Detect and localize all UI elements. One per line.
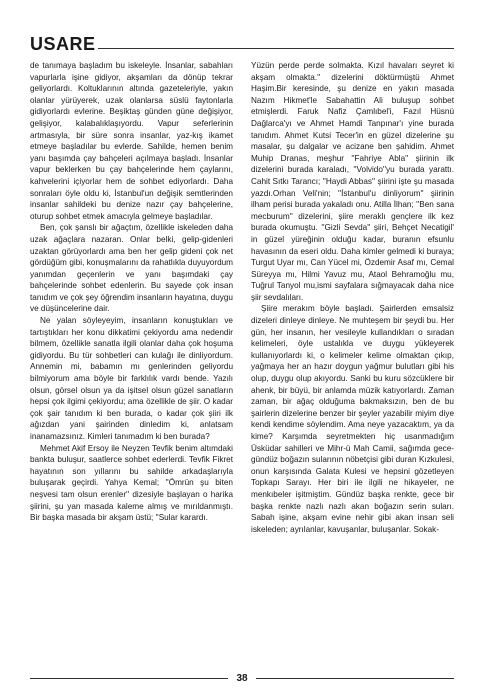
paragraph: Mehmet Akif Ersoy ile Neyzen Tevfik benim altımdaki bankta buluşur, saatlerce sohbet ederlerdi. Tevfik Fikret hayatının son yıllarını bu sahilde arkadaşlarıyla buluşarak geçirdi. Yahya Kemal; ''Ömrün şu biten neşvesi tam olsun erenler'' dizesiyle başlayan o harika şiirini, şu yan masada kaleme almış ve mırıldanmıştı. Bir başka masada bir akşam üstü; ''Sular karardı.: [30, 443, 233, 523]
paragraph: Yüzün perde perde solmakta. Kızıl havaları seyret ki akşam olmakta.'' dizelerini döktürmüştü Ahmet Haşim.Bir keresinde, şu denize en yakın masada Nazım Hikmet'le Sabahattin Ali buluşup sohbet etmişlerdi. Faruk Nafiz Çamlıbel'i, Fazıl Hüsnü Dağlarca'yı ve Ahmet Hamdi Tanpınar'ı yine burada tanıdım. Ahmet Kutsi Tecer'in en güzel dizelerine şu masalar, şu dalgalar ve acizane ben şahidim. Ahmet Muhip Dranas, meşhur ''Fahriye Abla'' şiirinin ilk dizelerini burada karaladı, ''Volvido''yu burada yarattı. Cahit Sıtkı Tarancı; ''Haydi Abbas'' şiirini işte şu masada yazdı.Orhan Veli'nin; ''İstanbul'u dinliyorum'' şiirinin ilham perisi burada yakaladı onu. Atilla İlhan; ''Ben sana mecburum'' dizelerini, şiire meraklı gençlere ilk kez burada okumuştu. ''Gizli Sevda'' şiiri, Behçet Necatigil' in güzel yüreğinin olduğu kadar, buranın efsunlu havasının da eseri oldu. Daha kimler gelmedi ki buraya; Turgut Uyar mı, Can Yücel mi, Özdemir Asaf mı, Cemal Süreyya mı, Hilmi Yavuz mu, Ataol Behramoğlu mu, Tuğrul Tanyol mu,ismi sayfalara sığmayacak daha nice şiir sevdalıları.: [251, 61, 454, 302]
page-number: 38: [236, 673, 248, 684]
paragraph: de tanımaya başladım bu iskeleyle. İnsanlar, sabahları vapurlarla işine gidiyor, akşamları da dönüp tekrar geliyorlardı. Koltuklarının altında gazeteleriyle, yakın olanlar yürüyerek, uzak olanlarsa süslü faytonlarla gidiyorlardı evlerine. Beşiktaş günden güne değişiyor, gelişiyor, kalabalıklaşıyordu. Vapur seferlerinin artmasıyla, bir süre sonra insanlar, yaz-kış ikamet etmeye başladılar bu evlerde. Sahilde, hemen benim yanı başımda çay bahçeleri açılmaya başladı. İnsanlar vapur beklerken bu çay bahçelerinde hem çaylarını, kahvelerini içiyorlar hem de sohbet ediyorlardı. Daha sonraları öyle oldu ki, İstanbul'un değişik semtlerinden insanlar sahildeki bu denize nazır çay bahçelerine, oturup sohbet etmek amacıyla gelmeye başladılar.: [30, 61, 233, 221]
right-column: [251, 60, 454, 654]
page-footer: [30, 672, 454, 686]
page-header: [30, 34, 454, 56]
header-rule: [98, 48, 454, 49]
footer-rule-right: [256, 678, 454, 679]
footer-rule-left: [30, 678, 228, 679]
paragraph: Şiire merakım böyle başladı. Şairlerden emsalsiz dizeleri dinleye dinleye. Ne muhteşem bir şeydi bu. Her gün, her insanın, her vesileyle kullandıkları o sıradan kelimeleri, öyle ustalıkla ve duygu yükleyerek kullanıyorlardı ki, o kelimeler kelime olmaktan çıkıp, yağmaya her an hazır doygun yağmur bulutları gibi his olup, duygu olup akıyordu. Sanki bu kuru sözcüklere bir ahenk, bir büyü, bir anlamda müzik katıyorlardı. Zaman zaman, bir ağaç olduğuma bakmaksızın, ben de bu şairlerin dizelerine benzer bir şeyler yazabilir miyim diye kendi kendime söylendim. Ama neye yazacaktım, ya da kime? Karşımda seyretmekten hiç usanmadığım Üsküdar sahilleri ve Mihr-ü Mah Camii, sağımda gece-gündüz boğazın sularının nöbetçisi gibi duran Kızkulesi, onun karşısında Galata Kulesi ve hepsini gözetleyen Topkapı Sarayı. Her biri ile ilgili ne hikayeler, ne menkıbeler işitmiştim. Gündüz başka renkte, gece bir başka renkte nazlı nazlı akan boğazın serin suları. Sabah işine, akşam evine nehir gibi akan insan seli iskeleden; ayrılanlar, kavuşanlar, buluşanlar. Sokak-: [251, 304, 454, 534]
paragraph: Ne yalan söyleyeyim, insanların konuştukları ve tartıştıkları her konu dikkatimi çekiyordu ama nedendir bilmem, özellikle sanatla ilgili olanlar daha çok hoşuma gidiyordu. Bu tür sohbetleri can kulağı ile dinliyordum. Annemin mi, babamın mı genlerinden geliyordu bilmiyorum ama böyle bir farklılık vardı bende. Yazılı olsun, görsel olsun ya da işitsel olsun güzel sanatların hepsi çok ilgimi çekiyordu; ama özellikle de şiir. O kadar çok şair tanıdım ki ben burada, o kadar çok şiiri ilk ağızdan yani şairinden dinledim ki, anlatsam inanamazsınız. Kimleri tanımadım ki ben burada?: [30, 316, 233, 441]
paragraph: Ben, çok şanslı bir ağaçtım, özellikle iskeleden daha uzak ağaçlara nazaran. Onlar belki, gelip-gidenleri uzaktan görüyorlardı ama ben her gelip gideni çok net gördüğüm gibi, konuşmalarını da rahatlıkla duyuyordum yanımdan geçenlerin ve yanı başımdaki çay bahçelerinde sohbet edenlerin. Bu sayede çok insan tanıdım ve çok şey öğrendim insanların hayatına, duygu ve düşüncelerine dair.: [30, 223, 233, 314]
magazine-brand: USARE: [30, 34, 96, 54]
left-column: [30, 60, 233, 654]
article-body: [30, 60, 454, 654]
